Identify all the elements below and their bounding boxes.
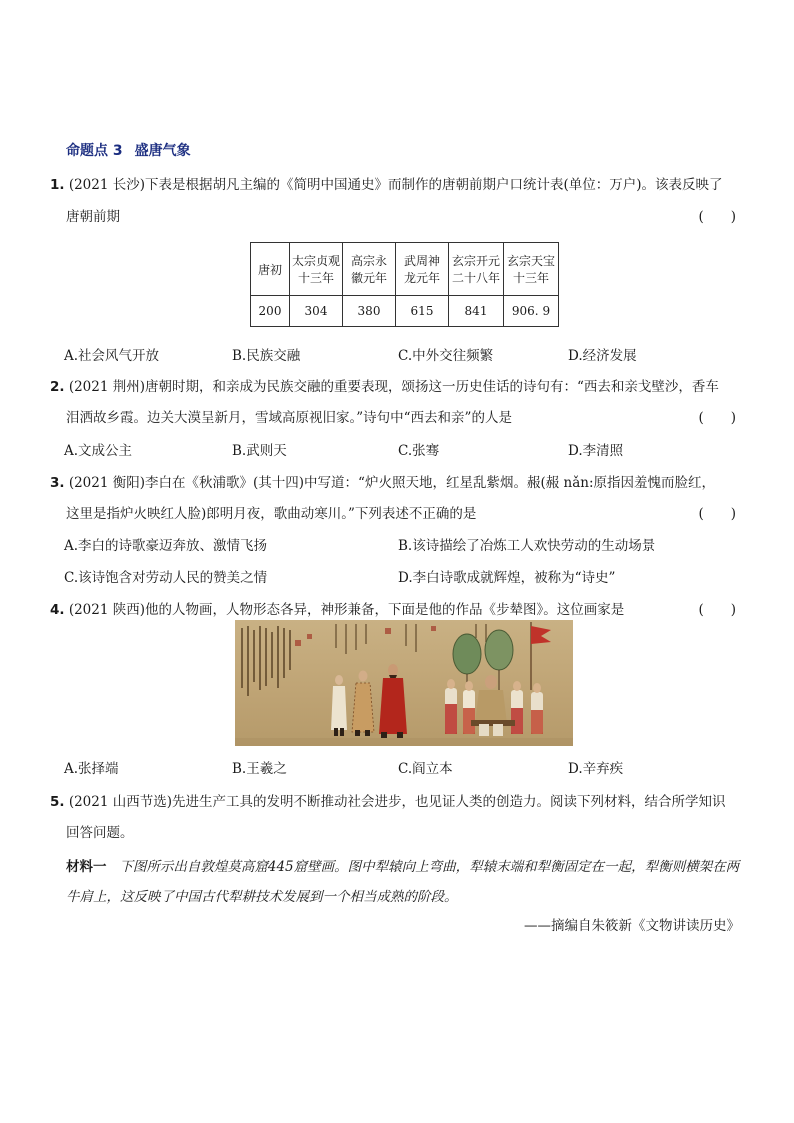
table-value-cell: 380	[343, 296, 396, 327]
question-4-option-a[interactable]: A.张择端	[64, 761, 119, 777]
question-2-line1	[50, 375, 719, 395]
material-source: ——摘编自朱筱新《文物讲读历史》	[524, 918, 740, 934]
question-2-option-a[interactable]: A.文成公主	[64, 443, 133, 459]
table-header-cell: 玄宗开元 二十八年	[449, 243, 504, 296]
bunian-tu-painting	[235, 620, 573, 746]
question-5-number: 5.	[50, 794, 65, 810]
table-header-cell: 高宗永 徽元年	[343, 243, 396, 296]
question-1-line1	[50, 173, 723, 193]
question-4-option-d[interactable]: D.辛弃疾	[568, 761, 624, 777]
question-4-line1	[50, 598, 624, 618]
question-1-line2: 唐朝前期	[66, 209, 120, 225]
question-4-option-b[interactable]: B.王羲之	[232, 761, 287, 777]
question-2-option-c[interactable]: C.张骞	[398, 443, 440, 459]
question-3-option-a[interactable]: A.李白的诗歌豪迈奔放、激情飞扬	[64, 538, 268, 554]
table-value-cell: 841	[449, 296, 504, 327]
question-1-option-c[interactable]: C.中外交往频繁	[398, 348, 494, 364]
question-3-answer-paren: ( )	[698, 506, 736, 522]
table-header-cell: 武周神 龙元年	[396, 243, 449, 296]
question-1-number: 1.	[50, 177, 65, 193]
question-2-option-b[interactable]: B.武则天	[232, 443, 287, 459]
question-5-line2: 回答问题。	[66, 825, 134, 841]
table-header-row	[251, 243, 559, 296]
section-title	[66, 140, 191, 160]
section-label: 命题点 3	[66, 143, 123, 159]
question-3-option-b[interactable]: B.该诗描绘了冶炼工人欢快劳动的生动场景	[398, 538, 656, 554]
material-label: 材料一	[66, 859, 107, 875]
question-4-answer-paren: ( )	[698, 602, 736, 618]
question-1-answer-paren: ( )	[698, 209, 736, 225]
question-1-option-d[interactable]: D.经济发展	[568, 348, 637, 364]
question-2-line2: 泪洒故乡霞。边关大漠呈新月，雪域高原视旧家。”诗句中“西去和亲”的人是	[66, 410, 512, 426]
question-1-text1: (2021 长沙)下表是根据胡凡主编的《简明中国通史》而制作的唐朝前期户口统计表(单位：万户)。该表反映了	[68, 177, 723, 193]
table-value-cell: 304	[290, 296, 343, 327]
question-2-option-d[interactable]: D.李清照	[568, 443, 624, 459]
table-header-cell: 唐初	[251, 243, 290, 296]
question-2-number: 2.	[50, 379, 65, 395]
question-1-option-b[interactable]: B.民族交融	[232, 348, 301, 364]
table-value-row	[251, 296, 559, 327]
question-3-option-d[interactable]: D.李白诗歌成就辉煌，被称为“诗史”	[398, 570, 616, 586]
table-value-cell: 906. 9	[504, 296, 559, 327]
painting-illustration	[235, 620, 573, 746]
table-value-cell: 615	[396, 296, 449, 327]
question-4-number: 4.	[50, 602, 65, 618]
table-header-cell: 太宗贞观 十三年	[290, 243, 343, 296]
question-3-line2: 这里是指炉火映红人脸)郎明月夜，歌曲动寒川。”下列表述不正确的是	[66, 506, 477, 522]
question-4-option-c[interactable]: C.阎立本	[398, 761, 453, 777]
material-text: 下图所示出自敦煌莫高窟445窟壁画。图中犁辕向上弯曲，犁辕末端和犁衡固定在一起，犁衡则横架在两牛肩上，这反映了中国古代犁耕技术发展到一个相当成熟的阶段。	[66, 859, 740, 905]
table-header-cell: 玄宗天宝 十三年	[504, 243, 559, 296]
question-5-text1: (2021 山西节选)先进生产工具的发明不断推动社会进步，也见证人类的创造力。阅读下列材料，结合所学知识	[68, 794, 726, 810]
question-3-option-c[interactable]: C.该诗饱含对劳动人民的赞美之情	[64, 570, 268, 586]
question-5-line1	[50, 790, 726, 810]
section-heading: 盛唐气象	[134, 143, 191, 159]
question-1-option-a[interactable]: A.社会风气开放	[64, 348, 160, 364]
question-4-text1: (2021 陕西)他的人物画，人物形态各异，神形兼备，下面是他的作品《步辇图》。这位画家是	[68, 602, 625, 618]
question-3-number: 3.	[50, 475, 65, 491]
question-3-text1: (2021 衡阳)李白在《秋浦歌》(其十四)中写道：“炉火照天地，红星乱紫烟。赧(赧 nǎn:原指因羞愧而脸红，	[68, 475, 715, 491]
table-value-cell: 200	[251, 296, 290, 327]
question-3-line1	[50, 471, 715, 491]
question-2-answer-paren: ( )	[698, 410, 736, 426]
household-statistics-table	[250, 242, 559, 327]
material-one	[66, 852, 746, 912]
question-2-text1: (2021 荆州)唐朝时期，和亲成为民族交融的重要表现，颂扬这一历史佳话的诗句有：“西去和亲戈壁沙，香车	[68, 379, 719, 395]
